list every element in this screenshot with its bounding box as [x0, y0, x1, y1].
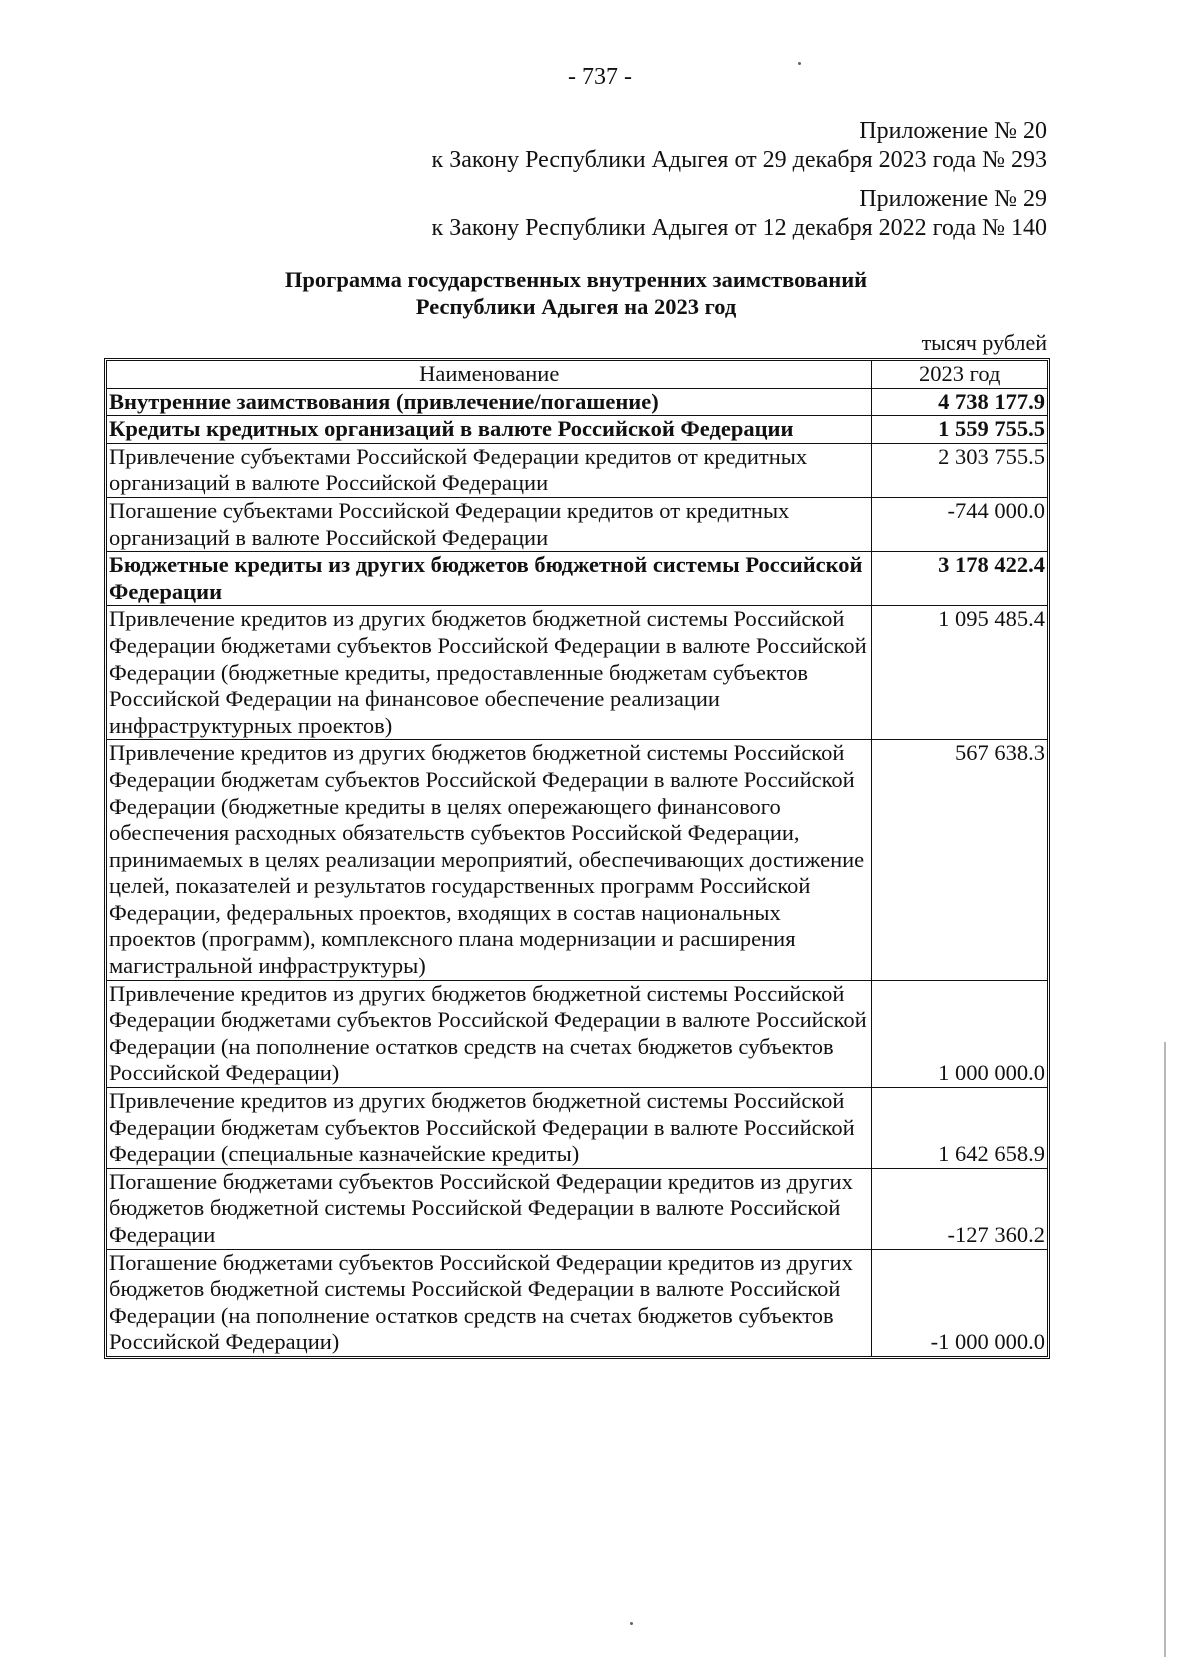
document-title-line-2: Республики Адыгея на 2023 год	[415, 294, 737, 319]
table-row	[107, 1168, 1048, 1249]
row-name: Привлечение кредитов из других бюджетов бюджетной системы Российской Федерации бюджетам субъектов Российской Федерации в валюте Российской Федерации (бюджетные кредиты в целях опережающего финансового обеспечения расходных обязательств субъектов Российской Федерации, принимаемых в целях реализации мероприятий, обеспечивающих достижение целей, показателей и результатов государственных программ Российской Федерации, федеральных проектов, входящих в состав национальных проектов (программ), комплексного плана модернизации и расширения магистральной инфраструктуры)	[107, 740, 872, 980]
row-name: Погашение бюджетами субъектов Российской Федерации кредитов из других бюджетов бюджетной системы Российской Федерации в валюте Российской Федерации	[107, 1168, 872, 1249]
table-row	[107, 980, 1048, 1087]
page-number: - 737 -	[568, 64, 632, 90]
annex-original-number: Приложение № 29	[859, 186, 1047, 212]
table-row	[107, 497, 1048, 551]
borrowing-table	[106, 360, 1048, 1357]
row-name: Бюджетные кредиты из других бюджетов бюджетной системы Российской Федерации	[107, 552, 872, 606]
table-row-total	[107, 388, 1048, 416]
document-title-line-1: Программа государственных внутренних заимствований	[284, 267, 868, 292]
row-value: 2 303 755.5	[872, 443, 1048, 497]
row-value: 1 000 000.0	[872, 980, 1048, 1087]
annex-original	[432, 185, 1047, 243]
row-value: 4 738 177.9	[872, 388, 1048, 416]
row-name: Привлечение кредитов из других бюджетов бюджетной системы Российской Федерации бюджетами субъектов Российской Федерации в валюте Российской Федерации (бюджетные кредиты, предоставленные бюджетам субъектов Российской Федерации на финансовое обеспечение реализации инфраструктурных проектов)	[107, 606, 872, 740]
scan-speck	[630, 1622, 633, 1625]
annex-current	[432, 117, 1047, 175]
row-value: -1 000 000.0	[872, 1249, 1048, 1356]
scan-artifact-line	[1164, 1042, 1166, 1657]
table-row-bank-credits	[107, 416, 1048, 444]
annex-current-number: Приложение № 20	[859, 118, 1047, 144]
scan-speck	[798, 62, 801, 65]
row-value: 1 095 485.4	[872, 606, 1048, 740]
annex-current-law: к Закону Республики Адыгея от 29 декабря 2023 года № 293	[431, 147, 1047, 173]
row-value: -127 360.2	[872, 1168, 1048, 1249]
row-name: Кредиты кредитных организаций в валюте Российской Федерации	[107, 416, 872, 444]
row-name: Привлечение кредитов из других бюджетов бюджетной системы Российской Федерации бюджетам субъектов Российской Федерации в валюте Российской Федерации (специальные казначейские кредиты)	[107, 1088, 872, 1169]
table-row-budget-credits	[107, 552, 1048, 606]
row-name: Погашение бюджетами субъектов Российской Федерации кредитов из других бюджетов бюджетной системы Российской Федерации в валюте Российской Федерации (на пополнение остатков средств на счетах бюджетов субъектов Российской Федерации)	[107, 1249, 872, 1356]
table-row	[107, 740, 1048, 980]
header-name: Наименование	[107, 361, 872, 389]
table-row	[107, 1088, 1048, 1169]
table-row	[107, 443, 1048, 497]
header-year: 2023 год	[872, 361, 1048, 389]
row-value: 3 178 422.4	[872, 552, 1048, 606]
row-value: 567 638.3	[872, 740, 1048, 980]
units-label: тысяч рублей	[921, 330, 1047, 355]
row-value: 1 642 658.9	[872, 1088, 1048, 1169]
row-value: -744 000.0	[872, 497, 1048, 551]
table-row	[107, 1249, 1048, 1356]
borrowing-table-frame	[104, 358, 1050, 1359]
document-title	[0, 266, 1152, 320]
table-row	[107, 606, 1048, 740]
row-value: 1 559 755.5	[872, 416, 1048, 444]
row-name: Привлечение субъектами Российской Федерации кредитов от кредитных организаций в валюте Российской Федерации	[107, 443, 872, 497]
table-header-row	[107, 361, 1048, 389]
row-name: Погашение субъектами Российской Федерации кредитов от кредитных организаций в валюте Российской Федерации	[107, 497, 872, 551]
row-name: Привлечение кредитов из других бюджетов бюджетной системы Российской Федерации бюджетами субъектов Российской Федерации в валюте Российской Федерации (на пополнение остатков средств на счетах бюджетов субъектов Российской Федерации)	[107, 980, 872, 1087]
annex-original-law: к Закону Республики Адыгея от 12 декабря 2022 года № 140	[431, 215, 1047, 241]
row-name: Внутренние заимствования (привлечение/погашение)	[107, 388, 872, 416]
